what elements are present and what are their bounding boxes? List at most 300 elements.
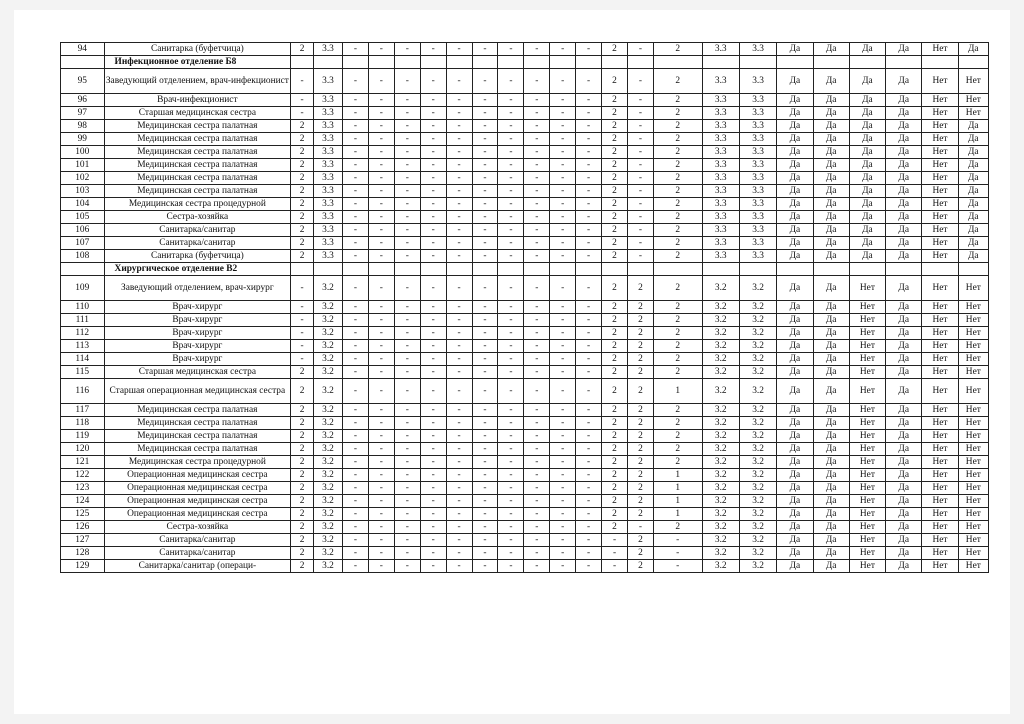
table-cell: 3.3 — [313, 172, 342, 185]
table-cell: - — [394, 443, 420, 456]
table-cell: - — [343, 482, 369, 495]
table-cell: Да — [777, 211, 813, 224]
position-name: Медицинская сестра палатная — [104, 404, 291, 417]
table-cell: Да — [886, 276, 922, 301]
table-cell: Да — [849, 43, 885, 56]
table-cell: Нет — [958, 107, 988, 120]
table-cell: - — [550, 159, 576, 172]
table-cell: - — [420, 443, 446, 456]
table-cell: 3.2 — [313, 495, 342, 508]
table-cell: Нет — [849, 417, 885, 430]
row-number: 97 — [61, 107, 105, 120]
table-cell: Да — [886, 482, 922, 495]
table-cell: - — [343, 366, 369, 379]
table-cell: 3.3 — [739, 198, 776, 211]
table-cell: Да — [777, 482, 813, 495]
position-name: Санитарка/санитар — [104, 547, 291, 560]
table-cell: 2 — [602, 172, 628, 185]
table-cell: - — [343, 276, 369, 301]
table-cell: - — [446, 301, 472, 314]
table-cell: 3.2 — [702, 456, 739, 469]
table-cell: Да — [813, 482, 849, 495]
table-cell: - — [550, 172, 576, 185]
position-name: Медицинская сестра палатная — [104, 133, 291, 146]
section-empty-cell — [702, 56, 739, 69]
table-cell: - — [291, 69, 314, 94]
table-row — [61, 211, 989, 224]
position-name: Врач-хирург — [104, 353, 291, 366]
table-cell: 3.3 — [313, 69, 342, 94]
table-cell: Нет — [922, 146, 958, 159]
table-cell: - — [368, 120, 394, 133]
table-cell: - — [550, 133, 576, 146]
table-cell: - — [498, 69, 524, 94]
table-cell: 2 — [602, 120, 628, 133]
table-cell: 3.2 — [313, 366, 342, 379]
row-number: 96 — [61, 94, 105, 107]
table-cell: Да — [886, 211, 922, 224]
table-cell: Нет — [849, 353, 885, 366]
table-cell: Нет — [922, 107, 958, 120]
table-cell: 2 — [291, 366, 314, 379]
table-cell: 2 — [653, 327, 702, 340]
table-cell: - — [368, 482, 394, 495]
table-cell: 2 — [627, 443, 653, 456]
table-cell: - — [498, 547, 524, 560]
table-cell: - — [446, 250, 472, 263]
position-name: Санитарка (буфетчица) — [104, 43, 291, 56]
table-row — [61, 547, 989, 560]
table-cell: 3.3 — [313, 94, 342, 107]
table-cell: - — [420, 366, 446, 379]
table-cell: - — [368, 469, 394, 482]
table-row — [61, 417, 989, 430]
table-cell: - — [420, 198, 446, 211]
row-number: 105 — [61, 211, 105, 224]
table-cell: 2 — [602, 276, 628, 301]
table-cell: 2 — [627, 404, 653, 417]
table-cell: Да — [886, 314, 922, 327]
position-name: Врач-хирург — [104, 314, 291, 327]
table-cell: 2 — [291, 211, 314, 224]
table-cell: - — [472, 94, 498, 107]
table-cell: 3.2 — [739, 521, 776, 534]
table-cell: Нет — [849, 495, 885, 508]
table-cell: Да — [813, 417, 849, 430]
table-cell: 2 — [602, 379, 628, 404]
position-name: Санитарка/санитар (операци- — [104, 560, 291, 573]
position-name: Медицинская сестра палатная — [104, 430, 291, 443]
position-name: Медицинская сестра палатная — [104, 172, 291, 185]
table-cell: - — [368, 224, 394, 237]
table-cell: Да — [777, 469, 813, 482]
table-cell: Да — [886, 366, 922, 379]
table-cell: - — [576, 94, 602, 107]
table-cell: - — [446, 456, 472, 469]
table-cell: - — [576, 521, 602, 534]
table-cell: - — [420, 94, 446, 107]
table-cell: 2 — [653, 224, 702, 237]
table-cell: 2 — [653, 198, 702, 211]
table-cell: - — [524, 43, 550, 56]
table-cell: 3.2 — [739, 560, 776, 573]
table-cell: Нет — [922, 508, 958, 521]
table-cell: 2 — [653, 211, 702, 224]
table-cell: - — [576, 237, 602, 250]
table-cell: 2 — [653, 430, 702, 443]
table-cell: 2 — [291, 185, 314, 198]
table-cell: - — [343, 314, 369, 327]
table-cell: 3.3 — [702, 43, 739, 56]
table-cell: - — [524, 172, 550, 185]
table-cell: - — [446, 43, 472, 56]
table-cell: 2 — [627, 301, 653, 314]
section-empty-cell — [394, 263, 420, 276]
table-row — [61, 430, 989, 443]
table-cell: Нет — [958, 69, 988, 94]
table-cell: Да — [813, 237, 849, 250]
table-cell: - — [550, 404, 576, 417]
row-number: 99 — [61, 133, 105, 146]
table-cell: Да — [849, 133, 885, 146]
table-cell: 3.2 — [739, 366, 776, 379]
table-cell: Да — [886, 224, 922, 237]
table-cell: - — [420, 301, 446, 314]
table-cell: - — [420, 276, 446, 301]
table-cell: 2 — [291, 456, 314, 469]
row-number: 110 — [61, 301, 105, 314]
table-cell: 3.3 — [702, 107, 739, 120]
table-cell: 3.2 — [313, 404, 342, 417]
table-cell: Да — [813, 43, 849, 56]
table-cell: - — [498, 469, 524, 482]
table-cell: Да — [813, 120, 849, 133]
table-cell: - — [524, 443, 550, 456]
table-cell: - — [368, 237, 394, 250]
table-cell: 2 — [627, 327, 653, 340]
table-cell: - — [368, 495, 394, 508]
table-cell: - — [446, 276, 472, 301]
table-cell: - — [394, 224, 420, 237]
section-empty-cell — [922, 263, 958, 276]
table-cell: - — [498, 94, 524, 107]
table-cell: Нет — [849, 521, 885, 534]
table-cell: - — [368, 133, 394, 146]
position-name: Сестра-хозяйка — [104, 211, 291, 224]
table-cell: 2 — [627, 547, 653, 560]
table-cell: - — [524, 159, 550, 172]
table-cell: 2 — [653, 172, 702, 185]
table-row — [61, 314, 989, 327]
table-cell: Да — [886, 237, 922, 250]
section-empty-cell — [813, 56, 849, 69]
table-cell: - — [446, 211, 472, 224]
table-cell: Нет — [922, 521, 958, 534]
table-cell: 2 — [627, 379, 653, 404]
table-cell: - — [343, 327, 369, 340]
table-cell: 3.2 — [739, 547, 776, 560]
table-cell: 3.3 — [739, 133, 776, 146]
table-cell: 3.3 — [313, 159, 342, 172]
table-cell: Нет — [849, 456, 885, 469]
section-empty-cell — [576, 56, 602, 69]
table-cell: - — [446, 547, 472, 560]
table-cell: 3.3 — [739, 172, 776, 185]
table-cell: Нет — [849, 276, 885, 301]
position-name: Медицинская сестра палатная — [104, 185, 291, 198]
position-name: Заведующий отделением, врач-хирург — [104, 276, 291, 301]
table-cell: 3.3 — [702, 69, 739, 94]
table-cell: - — [627, 94, 653, 107]
table-cell: 2 — [291, 469, 314, 482]
table-cell: - — [472, 417, 498, 430]
table-cell: - — [368, 456, 394, 469]
table-cell: 2 — [653, 133, 702, 146]
table-cell: 1 — [653, 495, 702, 508]
section-empty-cell — [958, 56, 988, 69]
table-cell: - — [394, 146, 420, 159]
table-cell: 2 — [602, 508, 628, 521]
section-empty-cell — [420, 263, 446, 276]
table-cell: 3.3 — [702, 172, 739, 185]
table-cell: Да — [813, 495, 849, 508]
table-cell: - — [394, 353, 420, 366]
table-cell: - — [550, 534, 576, 547]
table-cell: 2 — [627, 534, 653, 547]
table-cell: Нет — [849, 508, 885, 521]
table-cell: - — [368, 366, 394, 379]
table-cell: - — [550, 495, 576, 508]
table-cell: 3.2 — [702, 404, 739, 417]
table-cell: Да — [958, 250, 988, 263]
table-cell: Нет — [849, 547, 885, 560]
row-number: 115 — [61, 366, 105, 379]
table-cell: - — [368, 443, 394, 456]
table-cell: Да — [777, 185, 813, 198]
table-cell: - — [446, 237, 472, 250]
section-empty-cell — [472, 56, 498, 69]
table-row — [61, 120, 989, 133]
table-cell: - — [394, 417, 420, 430]
row-number: 98 — [61, 120, 105, 133]
section-empty-cell — [739, 263, 776, 276]
table-cell: Нет — [922, 314, 958, 327]
table-cell: 2 — [602, 430, 628, 443]
table-cell: - — [472, 534, 498, 547]
table-cell: - — [498, 443, 524, 456]
table-cell: - — [627, 172, 653, 185]
table-cell: - — [368, 159, 394, 172]
table-cell: - — [576, 172, 602, 185]
table-cell: 3.3 — [739, 159, 776, 172]
table-cell: - — [627, 107, 653, 120]
table-cell: - — [394, 198, 420, 211]
table-cell: 2 — [653, 456, 702, 469]
table-cell: 2 — [653, 107, 702, 120]
row-number: 108 — [61, 250, 105, 263]
table-cell: Нет — [849, 379, 885, 404]
row-number: 120 — [61, 443, 105, 456]
table-cell: Нет — [958, 327, 988, 340]
table-cell: 3.3 — [739, 224, 776, 237]
table-cell: 3.2 — [702, 314, 739, 327]
table-cell: - — [576, 314, 602, 327]
table-cell: 3.2 — [313, 327, 342, 340]
table-cell: - — [394, 430, 420, 443]
table-cell: Да — [813, 94, 849, 107]
table-cell: 2 — [653, 237, 702, 250]
table-cell: Нет — [849, 404, 885, 417]
table-cell: 2 — [602, 469, 628, 482]
table-cell: 2 — [627, 495, 653, 508]
table-cell: 2 — [291, 521, 314, 534]
table-cell: - — [550, 146, 576, 159]
table-cell: - — [368, 547, 394, 560]
table-cell: Да — [886, 120, 922, 133]
table-cell: - — [498, 379, 524, 404]
table-cell: Да — [886, 560, 922, 573]
row-number: 126 — [61, 521, 105, 534]
table-cell: - — [343, 224, 369, 237]
table-cell: - — [576, 340, 602, 353]
table-row — [61, 366, 989, 379]
table-cell: 3.2 — [702, 301, 739, 314]
table-cell: Да — [886, 43, 922, 56]
table-cell: - — [446, 417, 472, 430]
table-cell: Да — [958, 43, 988, 56]
table-cell: 3.2 — [739, 508, 776, 521]
table-cell: 3.2 — [313, 547, 342, 560]
table-cell: 3.2 — [702, 340, 739, 353]
table-cell: - — [343, 159, 369, 172]
table-cell: - — [498, 327, 524, 340]
table-cell: 2 — [627, 469, 653, 482]
table-cell: 2 — [602, 94, 628, 107]
table-cell: Да — [777, 521, 813, 534]
table-cell: - — [420, 547, 446, 560]
row-number: 112 — [61, 327, 105, 340]
table-cell: 3.2 — [313, 456, 342, 469]
table-cell: - — [627, 43, 653, 56]
table-cell: - — [368, 340, 394, 353]
table-cell: 3.3 — [739, 120, 776, 133]
table-cell: - — [343, 250, 369, 263]
table-cell: Да — [777, 198, 813, 211]
row-number: 109 — [61, 276, 105, 301]
table-cell: - — [420, 224, 446, 237]
table-cell: - — [550, 43, 576, 56]
table-cell: - — [524, 69, 550, 94]
table-cell: - — [498, 560, 524, 573]
table-row — [61, 521, 989, 534]
table-cell: - — [550, 508, 576, 521]
table-cell: 3.2 — [739, 430, 776, 443]
table-cell: Да — [958, 133, 988, 146]
table-cell: - — [524, 456, 550, 469]
table-cell: - — [498, 159, 524, 172]
table-cell: - — [446, 379, 472, 404]
table-cell: Да — [777, 495, 813, 508]
position-name: Медицинская сестра палатная — [104, 159, 291, 172]
table-cell: - — [343, 133, 369, 146]
table-cell: - — [472, 172, 498, 185]
table-cell: - — [498, 250, 524, 263]
row-number: 125 — [61, 508, 105, 521]
table-cell: - — [550, 224, 576, 237]
table-cell: Да — [958, 185, 988, 198]
table-cell: 3.3 — [702, 146, 739, 159]
table-cell: - — [576, 560, 602, 573]
table-cell: Да — [849, 237, 885, 250]
table-cell: 3.2 — [313, 340, 342, 353]
table-cell: - — [627, 69, 653, 94]
section-empty-cell — [550, 263, 576, 276]
table-cell: - — [343, 146, 369, 159]
table-cell: - — [498, 43, 524, 56]
table-cell: Да — [813, 456, 849, 469]
table-cell: - — [524, 366, 550, 379]
section-empty-cell — [291, 56, 314, 69]
table-cell: - — [368, 560, 394, 573]
table-cell: Нет — [849, 443, 885, 456]
table-cell: Да — [849, 172, 885, 185]
table-cell: - — [524, 107, 550, 120]
section-empty-cell — [368, 56, 394, 69]
table-cell: - — [524, 301, 550, 314]
table-cell: - — [498, 417, 524, 430]
table-cell: Да — [813, 276, 849, 301]
table-cell: 2 — [291, 250, 314, 263]
table-cell: - — [498, 185, 524, 198]
table-cell: Да — [813, 250, 849, 263]
table-cell: - — [343, 521, 369, 534]
table-cell: 2 — [653, 314, 702, 327]
table-cell: - — [420, 495, 446, 508]
table-cell: - — [394, 133, 420, 146]
table-cell: Нет — [849, 560, 885, 573]
table-cell: - — [420, 314, 446, 327]
table-cell: Нет — [958, 547, 988, 560]
table-cell: Нет — [922, 547, 958, 560]
section-empty-cell — [653, 263, 702, 276]
table-cell: - — [394, 547, 420, 560]
table-cell: - — [524, 534, 550, 547]
table-cell: - — [446, 404, 472, 417]
table-cell: 3.2 — [702, 560, 739, 573]
table-cell: - — [576, 547, 602, 560]
table-cell: - — [394, 508, 420, 521]
table-cell: 3.3 — [739, 43, 776, 56]
table-cell: Да — [886, 250, 922, 263]
table-cell: - — [368, 521, 394, 534]
table-cell: Да — [777, 94, 813, 107]
table-cell: - — [291, 301, 314, 314]
table-cell: - — [472, 43, 498, 56]
table-cell: - — [446, 469, 472, 482]
table-cell: - — [446, 353, 472, 366]
table-cell: - — [368, 107, 394, 120]
table-cell: - — [550, 120, 576, 133]
table-cell: - — [343, 353, 369, 366]
table-cell: - — [524, 94, 550, 107]
table-cell: Да — [813, 560, 849, 573]
table-cell: - — [550, 430, 576, 443]
table-cell: Да — [958, 211, 988, 224]
position-name: Сестра-хозяйка — [104, 521, 291, 534]
table-row — [61, 340, 989, 353]
table-cell: Нет — [922, 443, 958, 456]
table-row — [61, 146, 989, 159]
